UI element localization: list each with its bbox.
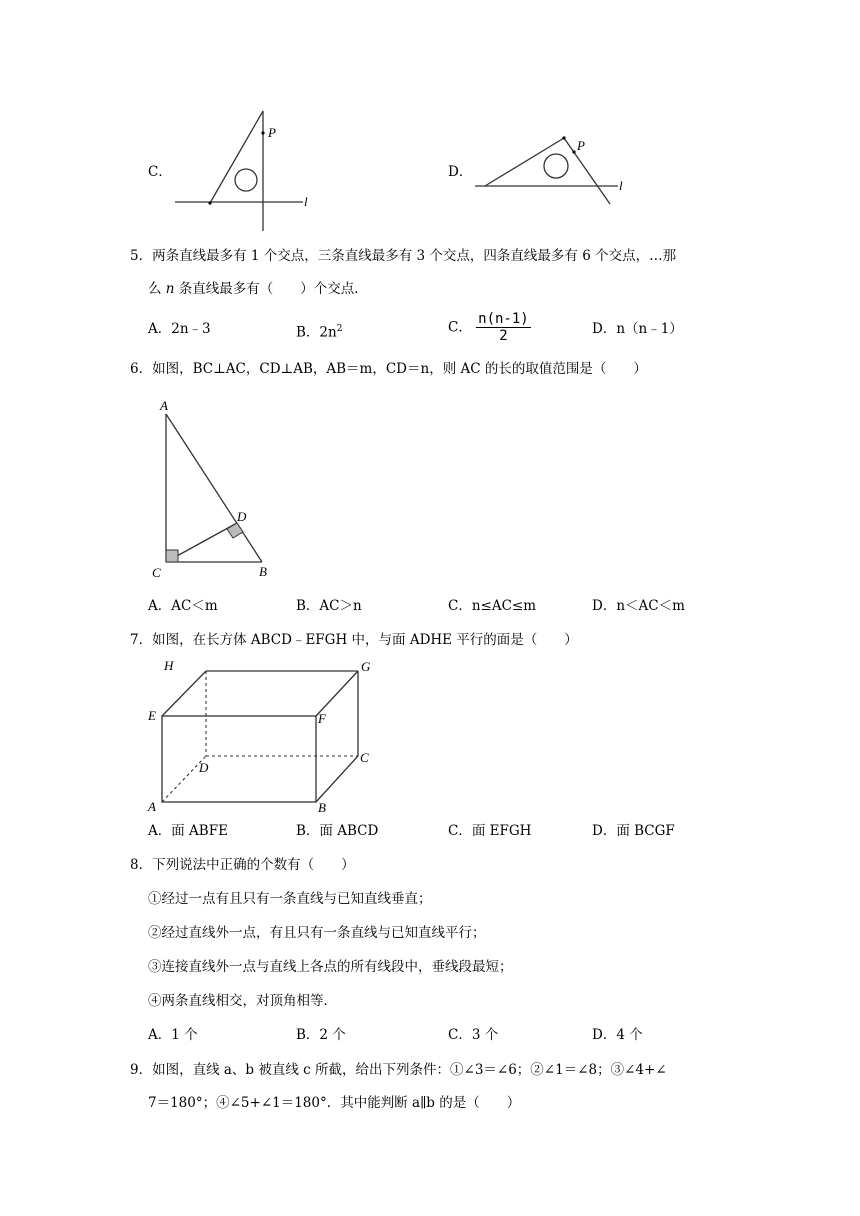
label-b: B [259,564,267,579]
q6-option-c[interactable]: C．n≤AC≤m [448,598,537,614]
label-a: A [148,799,156,814]
q6-option-a[interactable]: A．AC＜m [148,598,218,614]
q6-option-b[interactable]: B．AC＞n [296,598,362,614]
label-g: G [361,659,371,674]
q9-stem-line2: 7＝180°；④∠5+∠1＝180°．其中能判断 a∥b 的是（ ） [148,1095,521,1111]
q6-figure [144,392,284,582]
q5-option-b[interactable] [296,320,342,342]
q4-figure-c [170,105,315,235]
triangle-ruler-edge [564,138,610,204]
option-superscript: 2 [336,324,343,334]
option-expression: 2n﹣3 [171,321,211,337]
option-label: D． [592,321,617,337]
label-l: l [619,178,623,193]
q7-cuboid-figure [144,654,384,816]
vertex-dot [562,136,565,139]
edge-bc [316,756,358,802]
fraction-denominator: 2 [499,328,508,344]
label-l: l [304,194,308,209]
label-p: P [577,138,585,153]
edge-fg [316,671,358,716]
q5-stem-variable: n [165,281,175,297]
option-label: A． [148,321,172,337]
q6-option-d[interactable]: D．n＜AC＜m [592,598,685,614]
segment-ab [166,414,262,562]
triangle-ruler-side [485,138,564,186]
q8-statement-2: ②经过直线外一点，有且只有一条直线与已知直线平行； [148,925,486,941]
q5-option-c[interactable] [448,311,531,344]
triangle-ruler-hypotenuse [210,111,263,203]
label-d: D [237,509,247,524]
option-expression: 2n [319,324,337,341]
q7-option-d[interactable]: D．面 BCGF [592,823,675,839]
label-e: E [148,708,156,723]
vertex-dot [208,201,211,204]
q4-figure-d [470,128,635,210]
label-d: D [199,760,209,775]
label-c: C [360,750,369,765]
q7-stem: 7．如图，在长方体 ABCD﹣EFGH 中，与面 ADHE 平行的面是（ ） [130,632,578,648]
ruler-hole [544,154,568,178]
q8-stem: 8．下列说法中正确的个数有（ ） [130,857,355,873]
q5-stem-text: 条直线最多有（ ）个交点． [174,281,368,297]
q8-option-d[interactable]: D．4 个 [592,1027,643,1043]
option-label: B． [296,324,320,341]
q7-option-b[interactable]: B．面 ABCD [296,823,379,839]
q4-option-c-label[interactable]: C． [148,164,172,180]
label-h: H [164,658,174,673]
right-angle-mark-d [227,523,243,538]
label-c: C [152,565,161,580]
label-a: A [160,398,168,413]
point-p [572,150,575,153]
q5-stem-text: 么 [148,281,166,297]
q8-statement-1: ①经过一点有且只有一条直线与已知直线垂直； [148,891,432,907]
face-abfe [162,716,316,802]
q8-statement-3: ③连接直线外一点与直线上各点的所有线段中，垂线段最短； [148,959,513,975]
label-f: F [318,711,326,726]
q6-stem: 6．如图，BC⊥AC，CD⊥AB，AB＝m，CD＝n，则 AC 的长的取值范围是（ ） [130,361,647,377]
fraction-numerator: n(n-1) [478,311,529,327]
edge-eh [162,671,206,716]
q5-stem-line1: 5．两条直线最多有 1 个交点，三条直线最多有 3 个交点，四条直线最多有 6 个交点，…那 [130,248,677,264]
ruler-hole [235,169,257,191]
option-label: C． [448,319,472,336]
label-b: B [318,800,326,815]
q5-stem-line2 [148,280,368,298]
q9-stem-line1: 9．如图，直线 a、b 被直线 c 所截，给出下列条件：①∠3＝∠6；②∠1＝∠8；③∠4+∠ [130,1062,667,1078]
right-angle-mark-c [166,550,178,562]
q4-option-d-label[interactable]: D． [448,164,473,180]
point-p [261,131,264,134]
q8-option-a[interactable]: A．1 个 [148,1027,198,1043]
q7-option-a[interactable]: A．面 ABFE [148,823,228,839]
q8-option-c[interactable]: C．3 个 [448,1027,499,1043]
q8-option-b[interactable]: B．2 个 [296,1027,346,1043]
q7-option-c[interactable]: C．面 EFGH [448,823,532,839]
option-expression: n（n﹣1） [616,321,683,337]
q8-statement-4: ④两条直线相交，对顶角相等． [148,993,337,1009]
q5-option-d[interactable] [592,320,683,338]
q5-option-c-fraction [476,311,531,344]
q5-option-a[interactable] [148,320,211,338]
label-p: P [268,125,276,140]
